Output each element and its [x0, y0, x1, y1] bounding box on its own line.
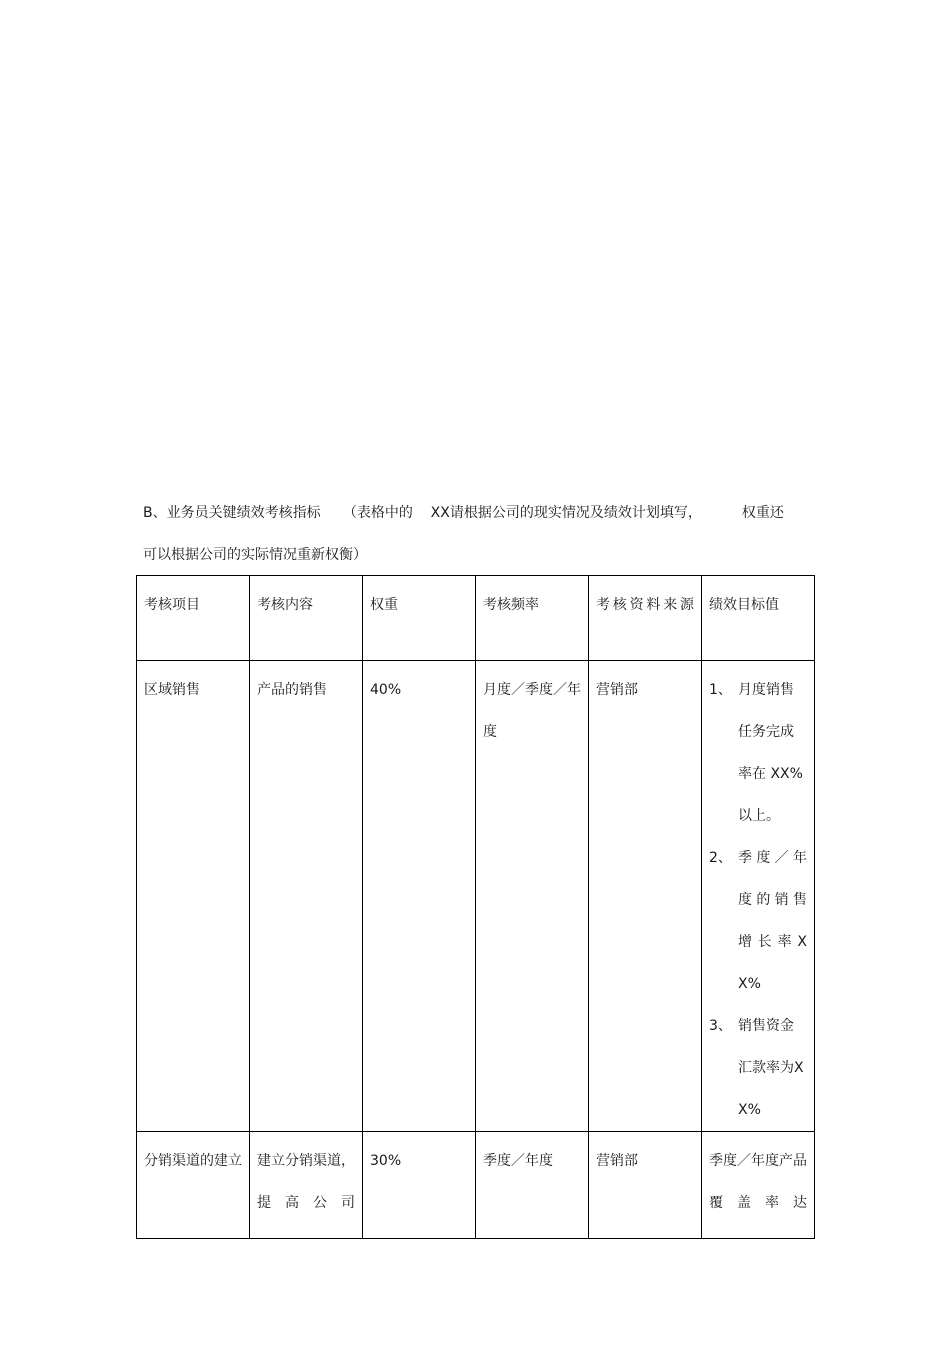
header-cell: 考核项目 — [137, 576, 250, 661]
cell-content: 产品的销售 — [250, 661, 363, 1132]
cell-weight: 30% — [363, 1132, 476, 1239]
intro-line-2: 可以根据公司的实际情况重新权衡） — [143, 547, 367, 563]
kpi-table — [136, 575, 815, 1239]
header-cell: 考核频率 — [476, 576, 589, 661]
target-number: 1、 — [709, 682, 732, 698]
header-cell: 考核资料来源 — [589, 576, 702, 661]
header-cell: 绩效目标值 — [702, 576, 815, 661]
cell-content: 建立分销渠道，提高公司 — [250, 1132, 363, 1239]
cell-source: 营销部 — [589, 1132, 702, 1239]
cell-targets — [702, 661, 815, 1132]
target-item — [709, 1005, 807, 1131]
target-number: 3、 — [709, 1018, 732, 1034]
target-item — [709, 837, 807, 1005]
target-text: 销售资金汇款率为XX% — [738, 1018, 804, 1118]
cell-item: 分销渠道的建立 — [137, 1132, 250, 1239]
target-item — [709, 669, 807, 837]
table-row — [137, 661, 815, 1132]
cell-target: 季度／年度产品覆盖率达 — [702, 1132, 815, 1239]
target-number: 2、 — [709, 850, 732, 866]
cell-frequency: 月度／季度／年度 — [476, 661, 589, 1132]
target-text: 季度／年度的销售增长率XX% — [738, 850, 807, 992]
cell-source: 营销部 — [589, 661, 702, 1132]
intro-line-1: B、业务员关键绩效考核指标 （表格中的 XX请根据公司的现实情况及绩效计划填写， 权重还 — [143, 505, 784, 521]
target-text: 月度销售任务完成率在 XX%以上。 — [738, 682, 803, 824]
header-cell: 考核内容 — [250, 576, 363, 661]
cell-weight: 40% — [363, 661, 476, 1132]
cell-frequency: 季度／年度 — [476, 1132, 589, 1239]
cell-item: 区域销售 — [137, 661, 250, 1132]
table-header-row — [137, 576, 815, 661]
header-cell: 权重 — [363, 576, 476, 661]
table-row — [137, 1132, 815, 1239]
